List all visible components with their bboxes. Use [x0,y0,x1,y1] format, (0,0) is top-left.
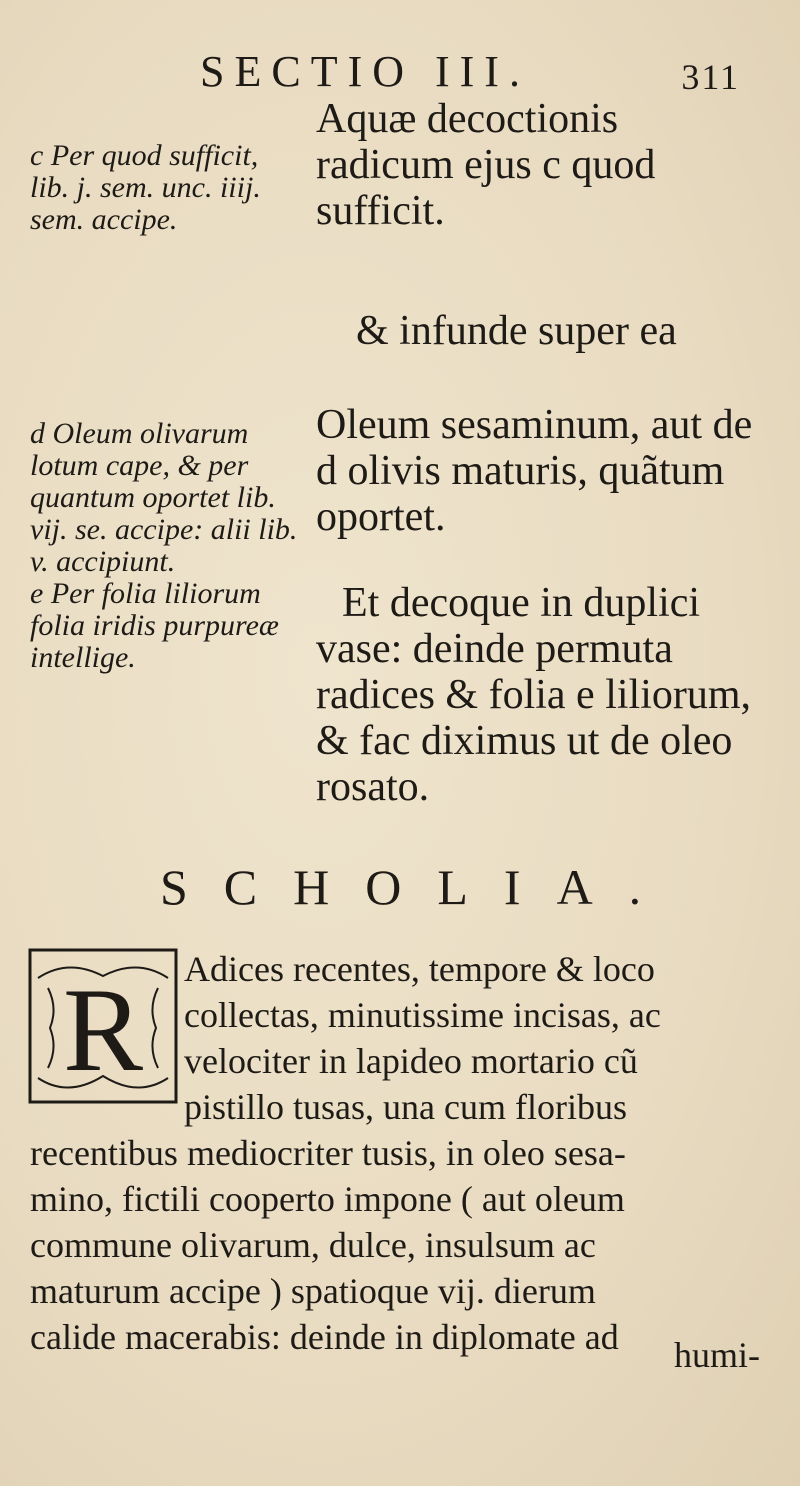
main-paragraph-4: Et decoque in duplici vase: deinde permuta radices & folia e liliorum, & fac diximus ut de oleo rosato. [316,580,752,810]
scholia-line-6: mino, fictili cooperto impone ( aut oleum [30,1179,625,1219]
scholia-heading: SCHOLIA. [160,859,678,915]
catchword: humi- [674,1335,760,1375]
scholia-line-8: maturum accipe ) spatioque vij. dierum [30,1271,596,1311]
main-paragraph-3: Oleum sesaminum, aut de d olivis maturis, quãtum oportet. [316,402,753,540]
main-paragraph-2: & infunde super ea [356,308,677,354]
scholia-line-5: recentibus mediocriter tusis, in oleo sesa- [30,1133,626,1173]
running-head: SECTIO III. [200,47,530,96]
initial-letter: R [62,963,144,1096]
page-number: 311 [681,57,740,97]
margin-note-c: c Per quod sufficit, lib. j. sem. unc. iiij. sem. accipe. [30,139,261,236]
scholia-line-1: Adices recentes, tempore & loco [184,949,655,989]
margin-note-d-e [30,418,298,674]
scholia-line-7: commune olivarum, dulce, insulsum ac [30,1225,596,1265]
scholia-body [30,946,770,1360]
main-text-column [316,96,766,810]
margin-note-d: d Oleum olivarum lotum cape, & per quantum oportet lib. vij. se. accipe: alii lib. v. accipiunt. [30,417,298,578]
main-paragraph-1: Aquæ decoctionis radicum ejus c quod sufficit. [316,96,656,234]
margin-note-e: e Per folia liliorum folia iridis purpureæ intellige. [30,577,279,674]
scholia-line-4: pistillo tusas, una cum floribus [184,1087,627,1127]
scholia-line-9: calide macerabis: deinde in diplomate ad [30,1317,619,1357]
scholia-line-2: collectas, minutissime incisas, ac [184,995,661,1035]
scholia-line-3: velociter in lapideo mortario cũ [184,1041,638,1081]
